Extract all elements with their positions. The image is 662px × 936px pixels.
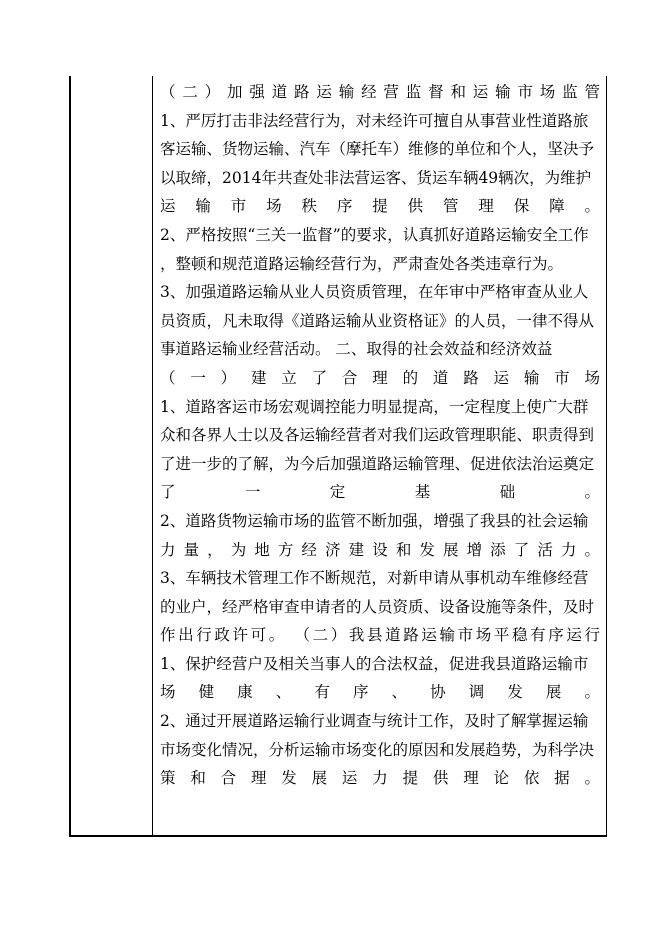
text-line: 3、加强道路运输从业人员资质管理，在年审中严格审查从业人 [160,283,589,302]
text-line: 事道路运输业经营活动。 二、取得的社会效益和经济效益 [160,340,553,359]
text-line: 了进一步的了解，为今后加强道路运输管理、促进依法治运奠定 [160,454,595,473]
text-line: 以取缔，2014年共查处非法营运客、货运车辆49辆次，为维护 [160,168,592,187]
table-bottom-border [69,835,607,837]
document-text-cell [160,78,600,793]
text-line: 的业户，经严格审查申请者的人员资质、设备设施等条件，及时 [160,597,595,616]
text-line: 策 和 合 理 发 展 运 力 提 供 理 论 依 据 。 [160,769,600,788]
text-line: 力 量 ， 为 地 方 经 济 建 设 和 发 展 增 添 了 活 力 。 [160,540,600,559]
text-line: 作出行政许可。 （二）我县道路运输市场平稳有序运行 [160,626,600,645]
table-column-divider [152,76,153,837]
text-line: 众和各界人士以及各运输经营者对我们运政管理职能、职责得到 [160,426,595,445]
text-line: 员资质，凡未取得《道路运输从业资格证》的人员，一律不得从 [160,311,595,330]
text-line: 运 输 市 场 秩 序 提 供 管 理 保 障 。 [160,197,600,216]
text-line: 2、严格按照“三关一监督”的要求，认真抓好道路运输安全工作 [160,225,589,244]
text-line: 3、车辆技术管理工作不断规范，对新申请从事机动车维修经营 [160,569,589,588]
text-line: （ 一 ） 建 立 了 合 理 的 道 路 运 输 市 场 [160,368,600,387]
text-line: ，整顿和规范道路运输经营行为，严肃查处各类违章行为。 [160,254,564,273]
text-line: 1、道路客运市场宏观调控能力明显提高，一定程度上使广大群 [160,397,589,416]
text-line: 1、严厉打击非法经营行为，对未经许可擅自从事营业性道路旅 [160,111,589,130]
table-left-border [69,76,71,837]
text-line: 市场变化情况，分析运输市场变化的原因和发展趋势，为科学决 [160,740,595,759]
text-line: 2、道路货物运输市场的监管不断加强，增强了我县的社会运输 [160,511,589,530]
text-line: 场 健 康 、 有 序 、 协 调 发 展 。 [160,683,600,702]
text-line: 2、通过开展道路运输行业调查与统计工作，及时了解掌握运输 [160,712,589,731]
text-line: （二）加强道路运输经营监督和运输市场监管 [160,83,600,101]
table-right-border [606,76,607,837]
text-line: 客运输、货物运输、汽车（摩托车）维修的单位和个人，坚决予 [160,140,595,159]
text-line: 了 一 定 基 础 。 [160,483,600,502]
text-line: 1、保护经营户及相关当事人的合法权益，促进我县道路运输市 [160,654,589,673]
